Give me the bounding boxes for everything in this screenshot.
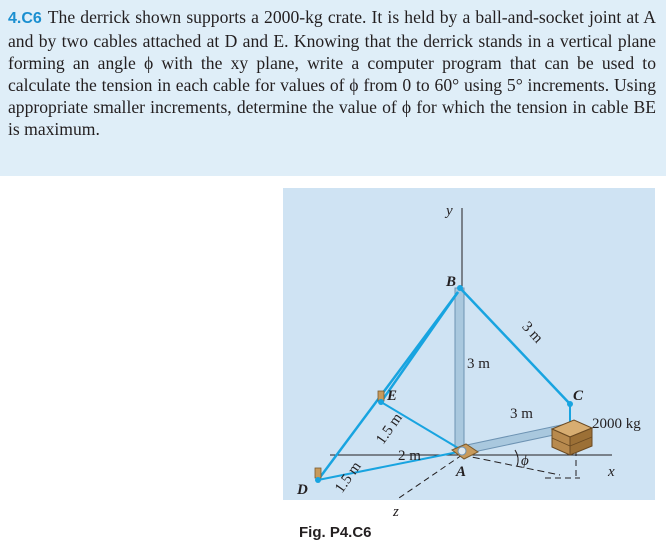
label-c: C — [573, 388, 584, 404]
problem-number: 4.C6 — [8, 10, 42, 27]
point-d — [315, 477, 321, 483]
point-e — [378, 399, 384, 405]
label-x-axis: x — [608, 464, 615, 480]
dim-ab: 3 m — [467, 356, 490, 372]
dim-da: 2 m — [398, 448, 421, 464]
dim-e-seg: 1.5 m — [373, 410, 406, 448]
point-b — [457, 285, 463, 291]
joint-a — [458, 447, 466, 455]
problem-body: The derrick shown supports a 2000-kg crate. It is held by a ball-and-socket joint at A and by two cables attached at D and E. Knowing that the derrick stands in a vertical plane forming an angle ϕ with the xy plane, write a computer program that can be used to calculate the tension in each cable for values of ϕ from 0 to 60° using 5° increments. Using appropriate smaller increments, determine the value of ϕ for which the tension in cable BE is maximum. — [8, 7, 656, 139]
label-y-axis: y — [446, 203, 453, 219]
boom-projection — [462, 455, 560, 475]
angle-arc — [515, 450, 518, 466]
label-load: 2000 kg — [592, 416, 641, 432]
cable-bc — [460, 288, 570, 404]
label-d: D — [297, 482, 308, 498]
label-z-axis: z — [393, 504, 399, 520]
anchor-d — [315, 468, 321, 478]
figure-caption: Fig. P4.C6 — [299, 524, 372, 541]
cable-be — [381, 292, 458, 402]
label-b: B — [446, 274, 457, 290]
label-a: A — [456, 464, 467, 480]
mast-ab — [455, 288, 464, 448]
label-phi: ϕ — [521, 453, 529, 469]
dim-ac: 3 m — [510, 406, 533, 422]
label-e: E — [387, 388, 398, 404]
dim-bc: 3 m — [518, 318, 546, 347]
dim-d-seg: 1.5 m — [332, 458, 365, 497]
